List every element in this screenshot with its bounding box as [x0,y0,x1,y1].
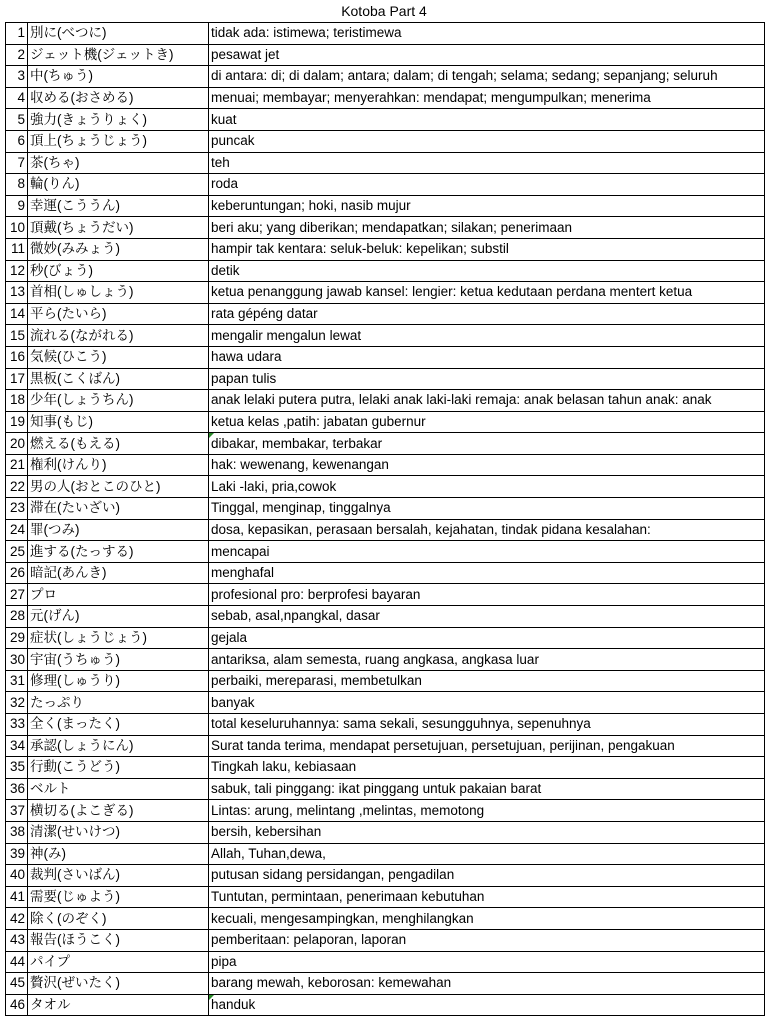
table-row [6,778,765,800]
kotoba-table [5,22,765,1016]
kotoba-word-cell[interactable]: 中(ちゅう) [28,66,209,88]
kotoba-word-cell[interactable]: 進する(たっする) [28,541,209,563]
meaning-cell[interactable]: Lintas: arung, melintang ,melintas, memotong [209,800,765,822]
kotoba-word-cell[interactable]: 神(み) [28,843,209,865]
table-row [6,454,765,476]
table-row [6,390,765,412]
sheet-title: Kotoba Part 4 [341,3,427,19]
kotoba-word-cell[interactable]: 暗記(あんき) [28,562,209,584]
table-row [6,433,765,455]
table-row [6,929,765,951]
kotoba-word-cell[interactable]: 知事(もじ) [28,411,209,433]
kotoba-word-cell[interactable]: 茶(ちゃ) [28,152,209,174]
kotoba-word-cell[interactable]: 権利(けんり) [28,454,209,476]
row-number-cell[interactable]: 42 [6,908,28,930]
kotoba-word-cell[interactable]: 頂上(ちょうじょう) [28,130,209,152]
table-row [6,908,765,930]
meaning-cell[interactable]: hawa udara [209,346,765,368]
table-row [6,66,765,88]
meaning-cell[interactable]: di antara: di; di dalam; antara; dalam; di tengah; selama; sedang; sepanjang; seluruh [209,66,765,88]
row-number-cell[interactable]: 33 [6,714,28,736]
table-row [6,411,765,433]
kotoba-word-cell[interactable]: 少年(しょうちん) [28,390,209,412]
kotoba-word-cell[interactable]: 元(げん) [28,606,209,628]
table-row [6,757,765,779]
row-number-cell[interactable]: 34 [6,735,28,757]
table-body [6,23,765,1016]
table-row [6,152,765,174]
table-row [6,886,765,908]
row-number-cell[interactable]: 36 [6,778,28,800]
table-row [6,346,765,368]
meaning-cell[interactable]: menuai; membayar; menyerahkan: mendapat; mengumpulkan; menerima [209,87,765,109]
meaning-cell[interactable]: Tinggal, menginap, tinggalnya [209,498,765,520]
meaning-cell[interactable]: barang mewah, keborosan: kemewahan [209,973,765,995]
meaning-cell[interactable]: kecuali, mengesampingkan, menghilangkan [209,908,765,930]
kotoba-word-cell[interactable]: 男の人(おとこのひと) [28,476,209,498]
table-row [6,973,765,995]
row-number-cell[interactable]: 46 [6,994,28,1016]
meaning-cell[interactable]: teh [209,152,765,174]
row-number-cell[interactable]: 19 [6,411,28,433]
row-number-cell[interactable]: 43 [6,929,28,951]
meaning-cell[interactable]: mengalir mengalun lewat [209,325,765,347]
kotoba-word-cell[interactable]: 秒(びょう) [28,260,209,282]
kotoba-word-cell[interactable]: タオル [28,994,209,1016]
row-number-cell[interactable]: 26 [6,562,28,584]
row-number-cell[interactable]: 13 [6,282,28,304]
meaning-cell[interactable]: antariksa, alam semesta, ruang angkasa, angkasa luar [209,649,765,671]
table-row [6,23,765,45]
meaning-cell[interactable]: puncak [209,130,765,152]
row-number-cell[interactable]: 23 [6,498,28,520]
meaning-cell[interactable]: kuat [209,109,765,131]
kotoba-word-cell[interactable]: 流れる(ながれる) [28,325,209,347]
kotoba-word-cell[interactable]: ベルト [28,778,209,800]
row-number-cell[interactable]: 4 [6,87,28,109]
row-number-cell[interactable]: 3 [6,66,28,88]
kotoba-word-cell[interactable]: たっぷり [28,692,209,714]
meaning-cell[interactable]: papan tulis [209,368,765,390]
kotoba-word-cell[interactable]: 横切る(よこぎる) [28,800,209,822]
table-row [6,44,765,66]
table-row [6,951,765,973]
table-row [6,800,765,822]
table-row [6,821,765,843]
kotoba-word-cell[interactable]: 行動(こうどう) [28,757,209,779]
kotoba-word-cell[interactable]: 贅沢(ぜいたく) [28,973,209,995]
table-row [6,238,765,260]
row-number-cell[interactable]: 37 [6,800,28,822]
row-number-cell[interactable]: 20 [6,433,28,455]
meaning-cell[interactable]: sebab, asal,npangkal, dasar [209,606,765,628]
meaning-cell[interactable]: banyak [209,692,765,714]
table-row [6,670,765,692]
table-row [6,282,765,304]
table-row [6,994,765,1016]
kotoba-word-cell[interactable]: パイプ [28,951,209,973]
meaning-cell[interactable]: Tuntutan, permintaan, penerimaan kebutuhan [209,886,765,908]
row-number-cell[interactable]: 11 [6,238,28,260]
table-row [6,217,765,239]
row-number-cell[interactable]: 18 [6,390,28,412]
row-number-cell[interactable]: 12 [6,260,28,282]
row-number-cell[interactable]: 45 [6,973,28,995]
meaning-cell[interactable]: hak: wewenang, kewenangan [209,454,765,476]
kotoba-word-cell[interactable]: 燃える(もえる) [28,433,209,455]
table-row [6,584,765,606]
row-number-cell[interactable]: 31 [6,670,28,692]
table-row [6,195,765,217]
row-number-cell[interactable]: 6 [6,130,28,152]
row-number-cell[interactable]: 8 [6,174,28,196]
table-row [6,865,765,887]
kotoba-word-cell[interactable]: 承認(しょうにん) [28,735,209,757]
row-number-cell[interactable]: 29 [6,627,28,649]
meaning-cell[interactable]: ketua kelas ,patih: jabatan gubernur [209,411,765,433]
meaning-cell[interactable]: keberuntungan; hoki, nasib mujur [209,195,765,217]
row-number-cell[interactable]: 44 [6,951,28,973]
kotoba-word-cell[interactable]: 平ら(たいら) [28,303,209,325]
meaning-cell[interactable]: total keseluruhannya: sama sekali, sesungguhnya, sepenuhnya [209,714,765,736]
row-number-cell[interactable]: 7 [6,152,28,174]
meaning-cell[interactable]: tidak ada: istimewa; teristimewa [209,23,765,45]
meaning-cell[interactable]: roda [209,174,765,196]
table-row [6,649,765,671]
meaning-cell[interactable]: Laki -laki, pria,cowok [209,476,765,498]
kotoba-word-cell[interactable]: 裁判(さいばん) [28,865,209,887]
meaning-cell[interactable]: dosa, kepasikan, perasaan bersalah, kejahatan, tindak pidana kesalahan: [209,519,765,541]
table-row [6,714,765,736]
table-row [6,368,765,390]
row-number-cell[interactable]: 16 [6,346,28,368]
row-number-cell[interactable]: 24 [6,519,28,541]
kotoba-word-cell[interactable]: プロ [28,584,209,606]
kotoba-word-cell[interactable]: 黒板(こくばん) [28,368,209,390]
meaning-cell[interactable]: detik [209,260,765,282]
table-row [6,476,765,498]
table-row [6,130,765,152]
row-number-cell[interactable]: 35 [6,757,28,779]
row-number-cell[interactable]: 17 [6,368,28,390]
kotoba-word-cell[interactable]: ジェット機(ジェットき) [28,44,209,66]
kotoba-word-cell[interactable]: 強力(きょうりょく) [28,109,209,131]
row-number-cell[interactable]: 32 [6,692,28,714]
meaning-cell[interactable]: Tingkah laku, kebiasaan [209,757,765,779]
kotoba-word-cell[interactable]: 幸運(こううん) [28,195,209,217]
row-number-cell[interactable]: 30 [6,649,28,671]
kotoba-word-cell[interactable]: 収める(おさめる) [28,87,209,109]
meaning-cell[interactable]: mencapai [209,541,765,563]
table-row [6,843,765,865]
table-row [6,606,765,628]
meaning-cell[interactable]: Surat tanda terima, mendapat persetujuan, persetujuan, perijinan, pengakuan [209,735,765,757]
kotoba-word-cell[interactable]: 報告(ほうこく) [28,929,209,951]
meaning-cell[interactable]: anak lelaki putera putra, lelaki anak laki-laki remaja: anak belasan tahun anak: anak [209,390,765,412]
table-row [6,562,765,584]
row-number-cell[interactable]: 5 [6,109,28,131]
kotoba-word-cell[interactable]: 清潔(せいけつ) [28,821,209,843]
meaning-cell[interactable]: ketua penanggung jawab kansel: lengier: ketua kedutaan perdana mentert ketua [209,282,765,304]
table-row [6,627,765,649]
meaning-cell[interactable]: handuk [209,994,765,1016]
kotoba-word-cell[interactable]: 輪(りん) [28,174,209,196]
meaning-cell[interactable]: rata gépéng datar [209,303,765,325]
row-number-cell[interactable]: 28 [6,606,28,628]
table-row [6,735,765,757]
meaning-cell[interactable]: pipa [209,951,765,973]
row-number-cell[interactable]: 21 [6,454,28,476]
kotoba-word-cell[interactable]: 修理(しゅうり) [28,670,209,692]
table-row [6,174,765,196]
table-row [6,541,765,563]
row-number-cell[interactable]: 39 [6,843,28,865]
kotoba-word-cell[interactable]: 首相(しゅしょう) [28,282,209,304]
kotoba-word-cell[interactable]: 需要(じゅよう) [28,886,209,908]
table-row [6,260,765,282]
kotoba-word-cell[interactable]: 別に(べつに) [28,23,209,45]
row-number-cell[interactable]: 25 [6,541,28,563]
meaning-cell[interactable]: profesional pro: berprofesi bayaran [209,584,765,606]
row-number-cell[interactable]: 2 [6,44,28,66]
meaning-cell[interactable]: perbaiki, mereparasi, membetulkan [209,670,765,692]
meaning-cell[interactable]: dibakar, membakar, terbakar [209,433,765,455]
table-row [6,325,765,347]
meaning-cell[interactable]: gejala [209,627,765,649]
meaning-cell[interactable]: beri aku; yang diberikan; mendapatkan; silakan; penerimaan [209,217,765,239]
table-row [6,692,765,714]
kotoba-word-cell[interactable]: 全く(まったく) [28,714,209,736]
kotoba-word-cell[interactable]: 宇宙(うちゅう) [28,649,209,671]
meaning-cell[interactable]: pesawat jet [209,44,765,66]
row-number-cell[interactable]: 27 [6,584,28,606]
kotoba-word-cell[interactable]: 気候(ひこう) [28,346,209,368]
kotoba-word-cell[interactable]: 滞在(たいざい) [28,498,209,520]
table-row [6,87,765,109]
meaning-cell[interactable]: pemberitaan: pelaporan, laporan [209,929,765,951]
meaning-cell[interactable]: sabuk, tali pinggang: ikat pinggang untuk pakaian barat [209,778,765,800]
meaning-cell[interactable]: menghafal [209,562,765,584]
table-row [6,519,765,541]
row-number-cell[interactable]: 14 [6,303,28,325]
kotoba-word-cell[interactable]: 頂戴(ちょうだい) [28,217,209,239]
meaning-cell[interactable]: putusan sidang persidangan, pengadilan [209,865,765,887]
table-row [6,109,765,131]
row-number-cell[interactable]: 41 [6,886,28,908]
meaning-cell[interactable]: bersih, kebersihan [209,821,765,843]
row-number-cell[interactable]: 1 [6,23,28,45]
row-number-cell[interactable]: 22 [6,476,28,498]
row-number-cell[interactable]: 38 [6,821,28,843]
table-row [6,303,765,325]
row-number-cell[interactable]: 15 [6,325,28,347]
row-number-cell[interactable]: 40 [6,865,28,887]
kotoba-word-cell[interactable]: 除く(のぞく) [28,908,209,930]
kotoba-word-cell[interactable]: 症状(しょうじょう) [28,627,209,649]
kotoba-word-cell[interactable]: 微妙(みみょう) [28,238,209,260]
meaning-cell[interactable]: hampir tak kentara: seluk-beluk: kepelikan; substil [209,238,765,260]
meaning-cell[interactable]: Allah, Tuhan,dewa, [209,843,765,865]
row-number-cell[interactable]: 9 [6,195,28,217]
kotoba-word-cell[interactable]: 罪(つみ) [28,519,209,541]
row-number-cell[interactable]: 10 [6,217,28,239]
table-row [6,498,765,520]
